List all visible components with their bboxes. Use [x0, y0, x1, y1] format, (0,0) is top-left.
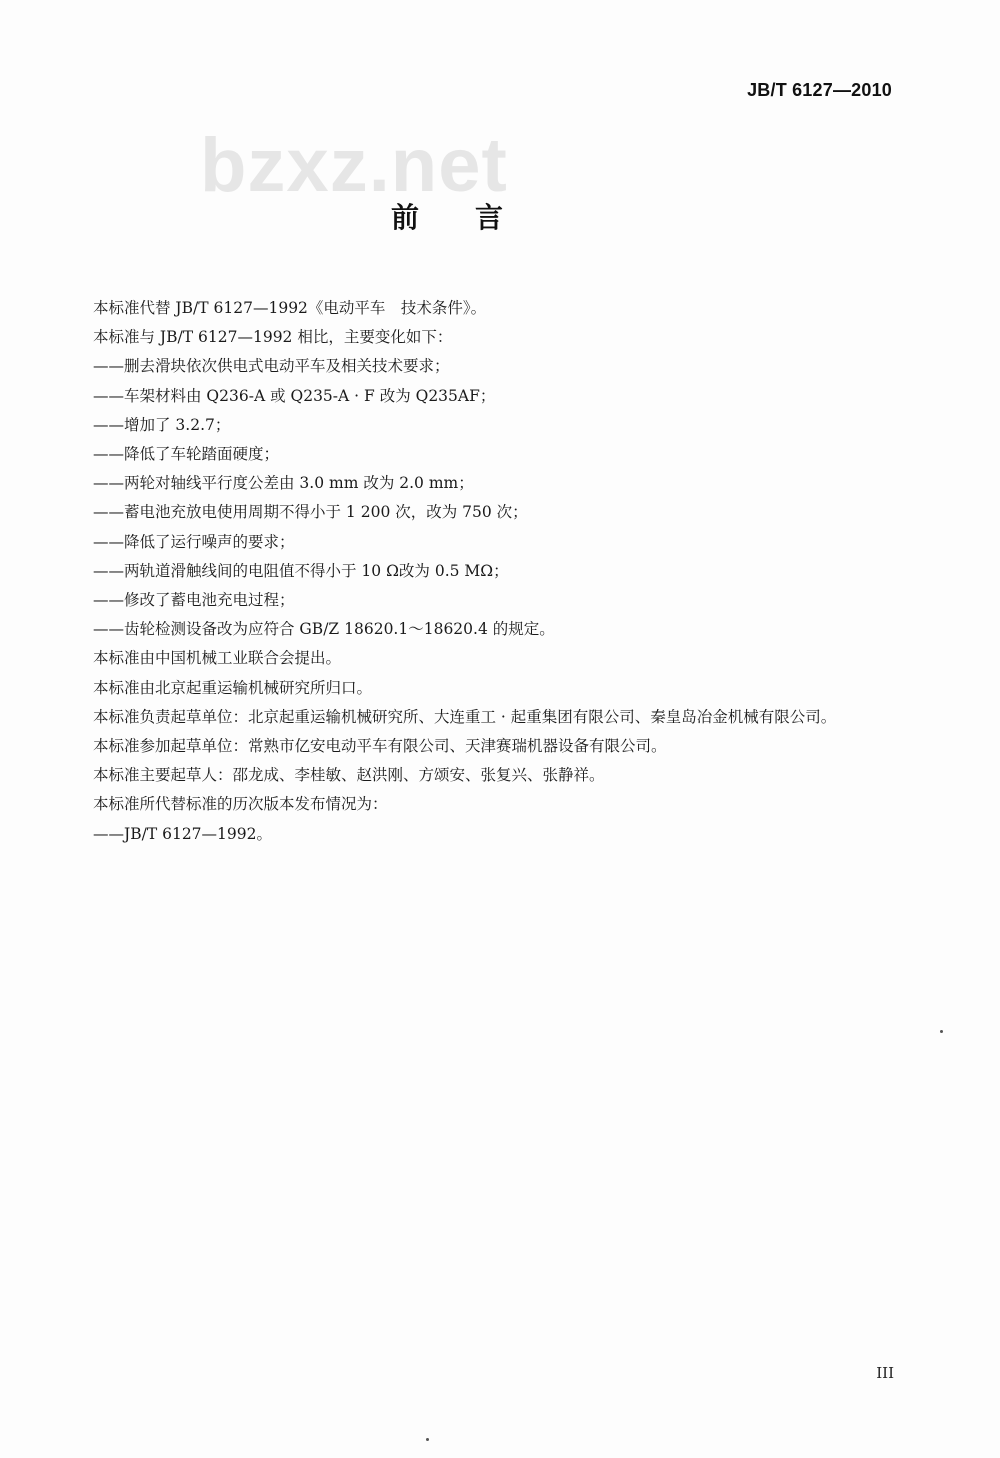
change-item: ——降低了运行噪声的要求； [93, 532, 295, 551]
change-item: ——蓄电池充放电使用周期不得小于 1 200 次，改为 750 次； [93, 503, 528, 522]
paragraph: 本标准由北京起重运输机械研究所归口。 [93, 678, 373, 697]
paragraph: 本标准参加起草单位：常熟市亿安电动平车有限公司、天津赛瑞机器设备有限公司。 [93, 737, 667, 756]
scan-speck [940, 1030, 943, 1033]
standard-number: JB/T 6127—2010 [747, 80, 892, 100]
paragraph: 本标准由中国机械工业联合会提出。 [93, 649, 342, 668]
scan-speck [426, 1438, 429, 1441]
change-item: ——增加了 3.2.7； [93, 415, 231, 434]
paragraph: 本标准代替 JB/T 6127—1992《电动平车 技术条件》。 [93, 299, 487, 317]
watermark: bzxz.net [200, 123, 508, 208]
foreword-body [62, 294, 902, 849]
paragraph: 本标准与 JB/T 6127—1992 相比，主要变化如下： [93, 328, 453, 347]
paragraph: 本标准负责起草单位：北京起重运输机械研究所、大连重工 · 起重集团有限公司、秦皇岛冶金机械有限公司。 [93, 707, 837, 726]
paragraph: 本标准主要起草人：邵龙成、李桂敏、赵洪刚、方颂安、张复兴、张静祥。 [93, 766, 605, 785]
page-number: III [876, 1364, 894, 1382]
history-item: ——JB/T 6127—1992。 [93, 824, 272, 843]
page-title: 前言 [390, 201, 559, 234]
change-item: ——修改了蓄电池充电过程； [93, 591, 295, 610]
change-item: ——删去滑块依次供电式电动平车及相关技术要求； [93, 357, 450, 376]
paragraph: 本标准所代替标准的历次版本发布情况为： [93, 795, 388, 814]
change-item: ——两轮对轴线平行度公差由 3.0 mm 改为 2.0 mm； [93, 474, 474, 493]
change-item: ——降低了车轮踏面硬度； [93, 445, 280, 464]
change-item: ——两轨道滑触线间的电阻值不得小于 10 Ω改为 0.5 MΩ； [93, 561, 509, 580]
change-item: ——车架材料由 Q236-A 或 Q235-A · F 改为 Q235AF； [93, 386, 496, 405]
change-item: ——齿轮检测设备改为应符合 GB/Z 18620.1～18620.4 的规定。 [93, 620, 555, 639]
